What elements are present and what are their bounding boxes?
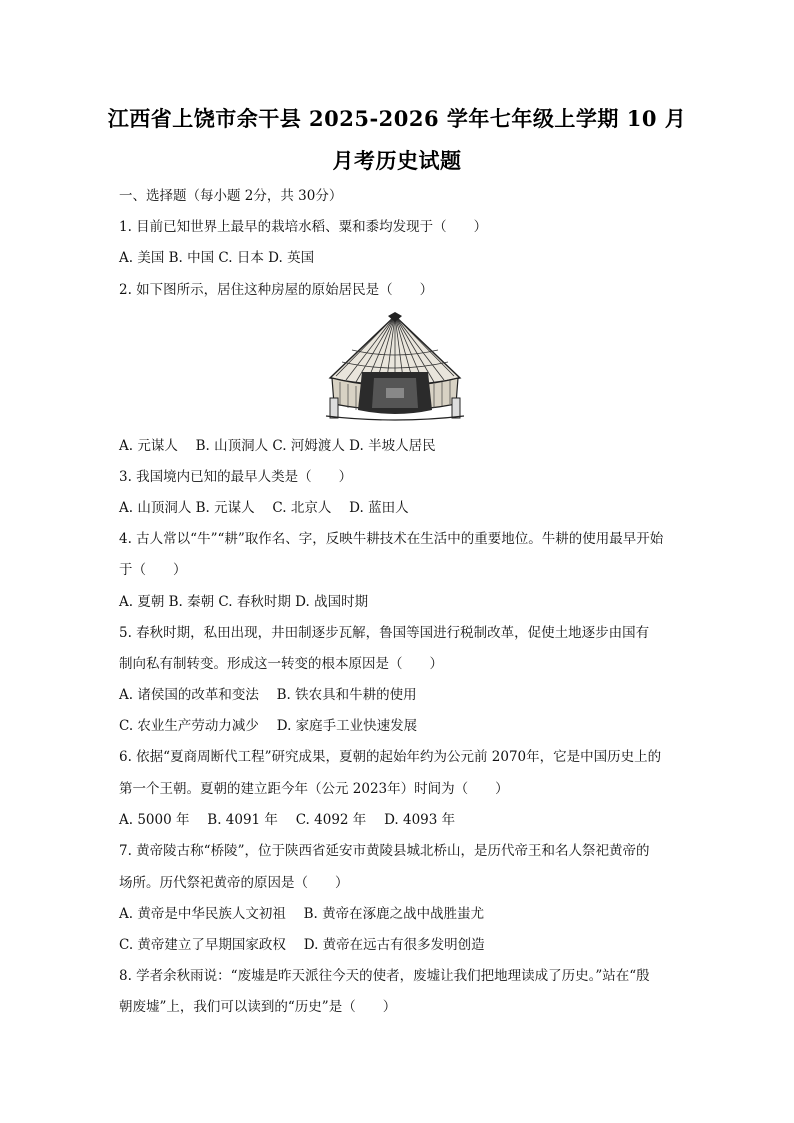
question-5-stem-line-1: 5. 春秋时期，私田出现，井田制逐步瓦解，鲁国等国进行税制改革，促使土地逐步由国有	[119, 625, 650, 641]
question-8-stem-line-1: 8. 学者余秋雨说：“废墟是昨天派往今天的使者，废墟让我们把地理读成了历史。”站在“殷	[119, 968, 650, 984]
question-6-options: A. 5000 年 B. 4091 年 C. 4092 年 D. 4093 年	[119, 812, 456, 828]
question-1-options: A. 美国 B. 中国 C. 日本 D. 英国	[119, 250, 315, 266]
exam-title-line-2: 月考历史试题	[332, 148, 462, 173]
question-8-stem-line-2: 朝废墟”上，我们可以读到的“历史”是（ ）	[119, 999, 397, 1015]
question-6-stem-line-2: 第一个王朝。夏朝的建立距今年（公元 2023年）时间为（ ）	[119, 781, 509, 797]
question-5-options-line-1: A. 诸侯国的改革和变法 B. 铁农具和牛耕的使用	[119, 687, 417, 703]
question-7-options-line-2: C. 黄帝建立了早期国家政权 D. 黄帝在远古有很多发明创造	[119, 937, 485, 953]
question-4-stem-line-1: 4. 古人常以“牛”“耕”取作名、字，反映牛耕技术在生活中的重要地位。牛耕的使用最早开始	[119, 531, 664, 547]
question-5-stem-line-2: 制向私有制转变。形成这一转变的根本原因是（ ）	[119, 656, 443, 672]
question-7-stem-line-2: 场所。历代祭祀黄帝的原因是（ ）	[119, 875, 349, 891]
question-2-options: A. 元谋人 B. 山顶洞人 C. 河姆渡人 D. 半坡人居民	[119, 438, 436, 454]
question-4-options: A. 夏朝 B. 秦朝 C. 春秋时期 D. 战国时期	[119, 594, 369, 610]
exam-title-line-1: 江西省上饶市余干县 2025-2026 学年七年级上学期 10 月	[107, 106, 687, 131]
thatched-hut-image	[322, 312, 468, 422]
question-7-options-line-1: A. 黄帝是中华民族人文初祖 B. 黄帝在涿鹿之战中战胜蚩尤	[119, 906, 485, 922]
question-3-stem: 3. 我国境内已知的最早人类是（ ）	[119, 469, 353, 485]
question-4-stem-line-2: 于（ ）	[119, 562, 187, 578]
question-3-options: A. 山顶洞人 B. 元谋人 C. 北京人 D. 蓝田人	[119, 500, 409, 516]
question-2-stem: 2. 如下图所示，居住这种房屋的原始居民是（ ）	[119, 282, 434, 298]
section-heading: 一、选择题（每小题 2分，共 30分）	[119, 188, 343, 204]
question-7-stem-line-1: 7. 黄帝陵古称“桥陵”，位于陕西省延安市黄陵县城北桥山，是历代帝王和名人祭祀黄帝的	[119, 843, 650, 859]
question-1-stem: 1. 目前已知世界上最早的栽培水稻、粟和黍均发现于（ ）	[119, 219, 488, 235]
question-5-options-line-2: C. 农业生产劳动力减少 D. 家庭手工业快速发展	[119, 718, 418, 734]
question-6-stem-line-1: 6. 依据“夏商周断代工程”研究成果，夏朝的起始年约为公元前 2070年，它是中国历史上的	[119, 749, 662, 765]
